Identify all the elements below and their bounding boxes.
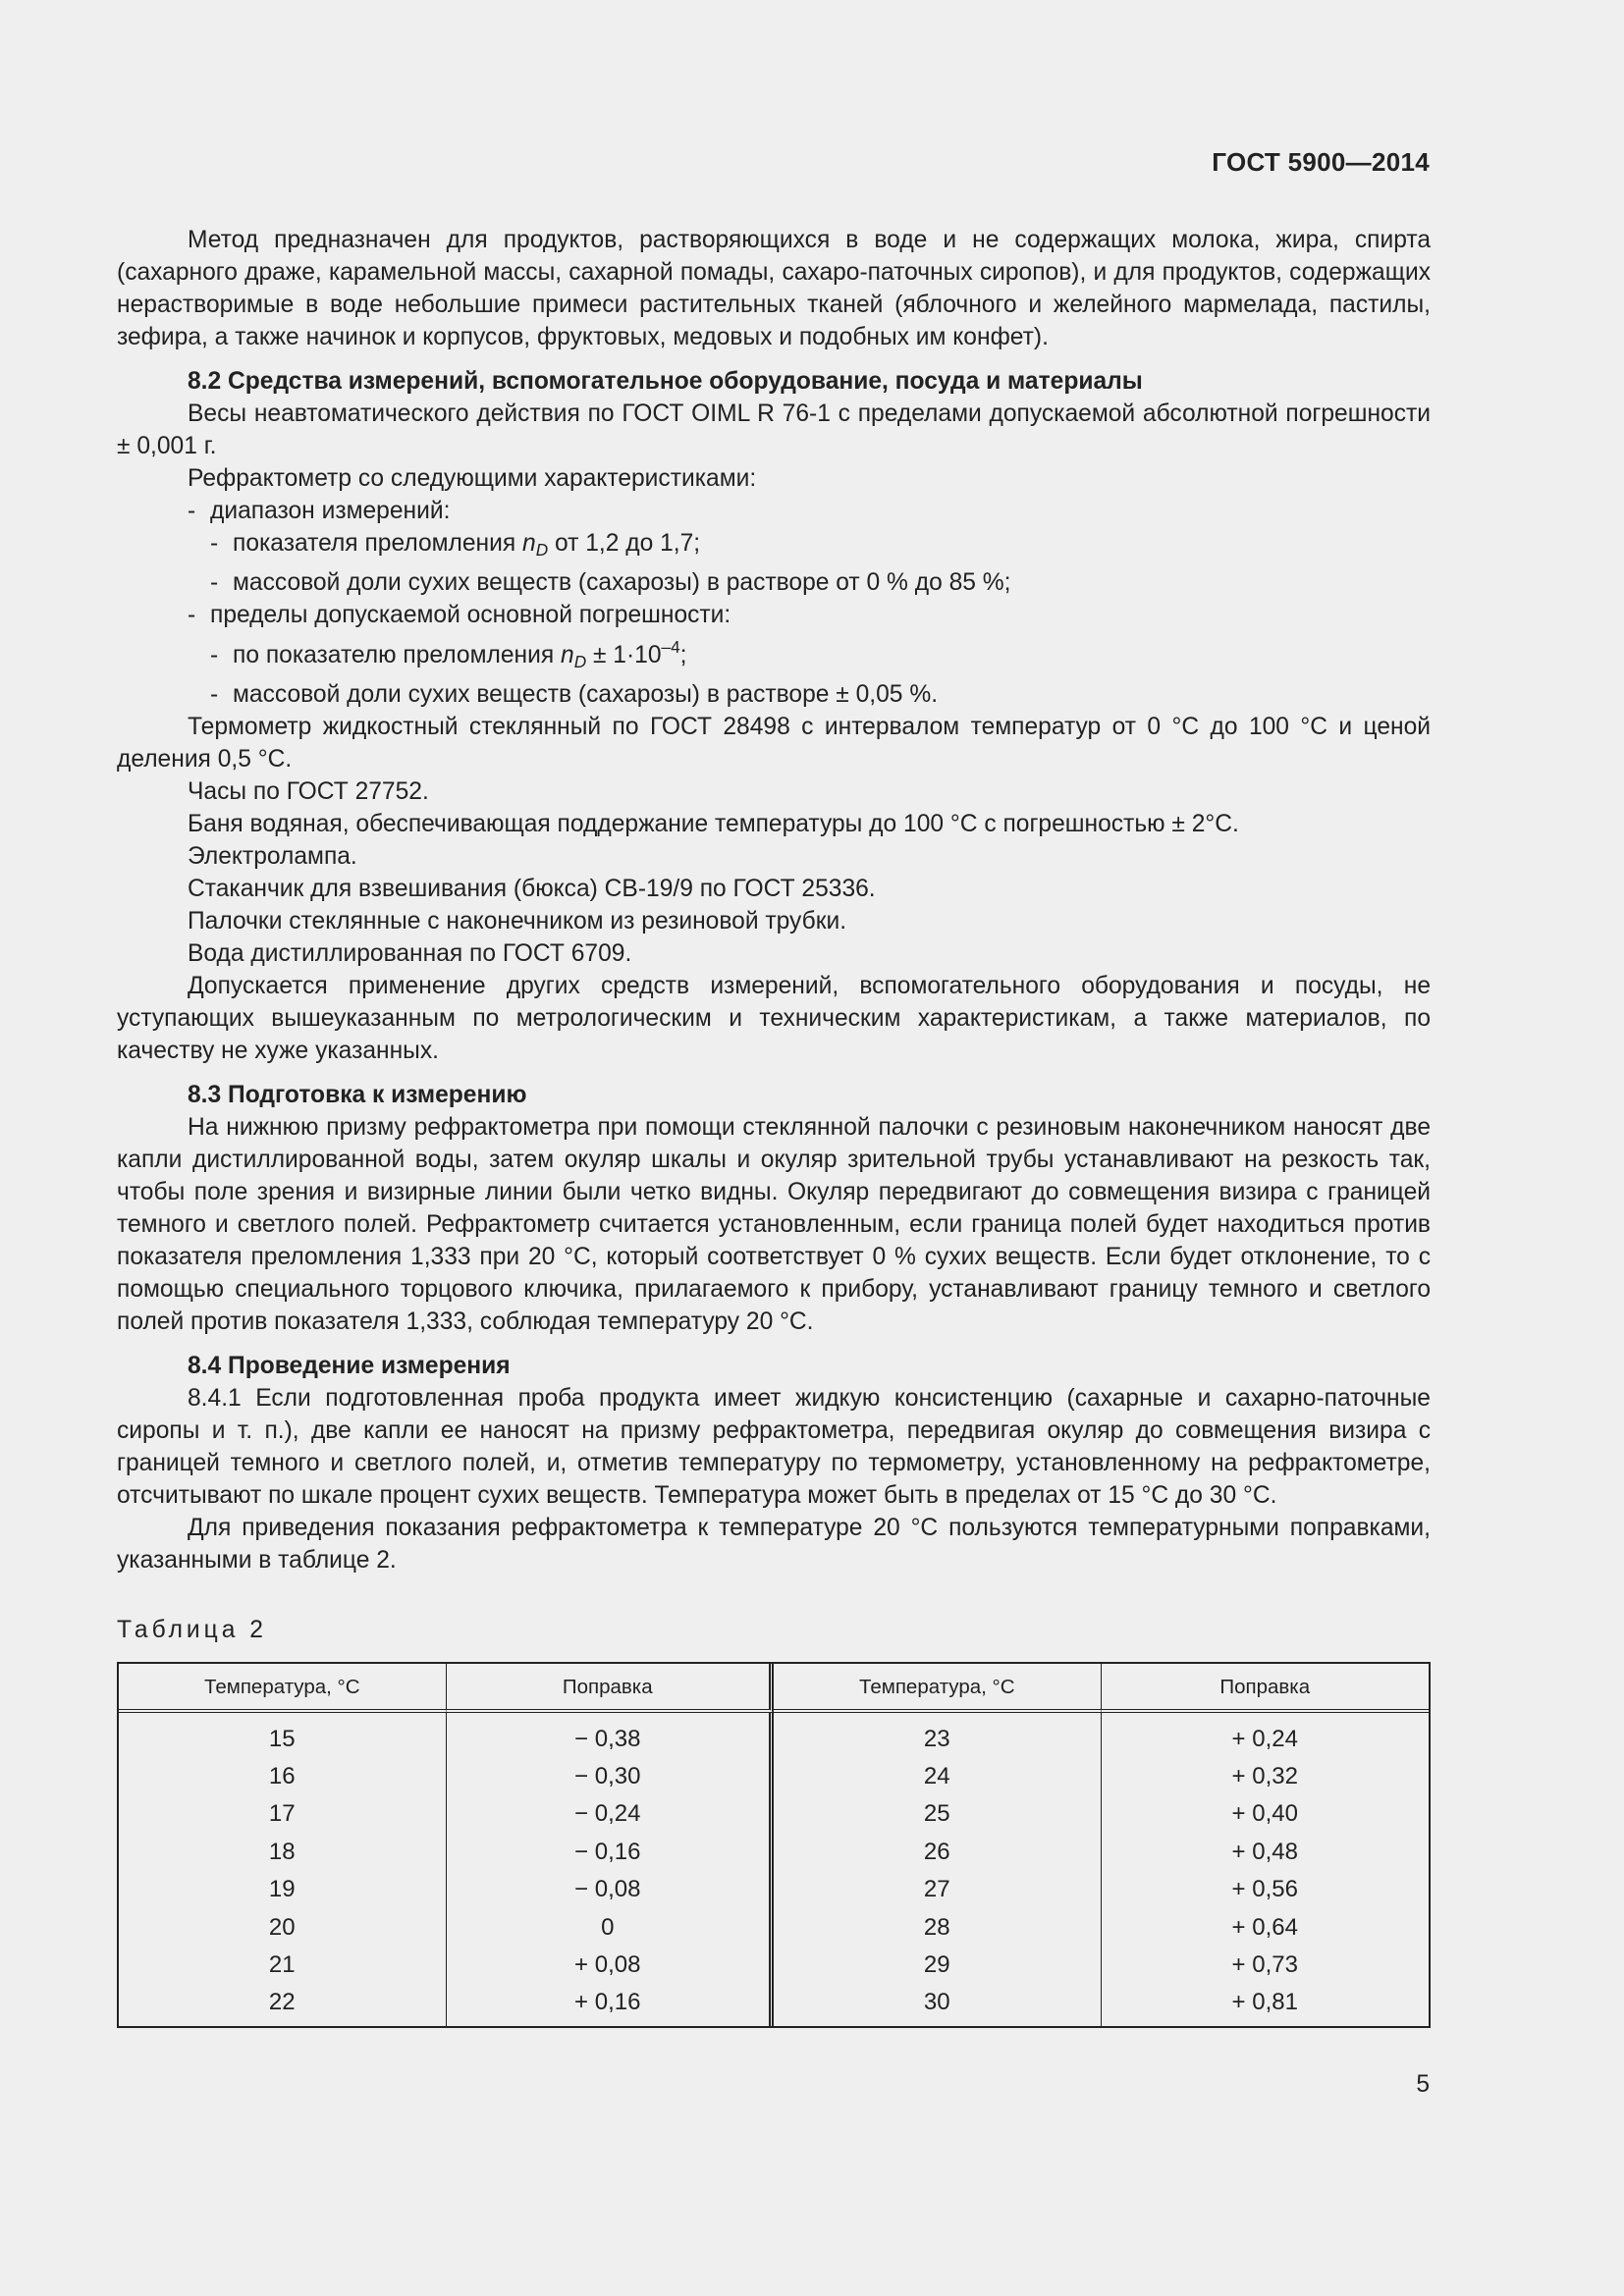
table-cell: + 0,24 xyxy=(1231,1725,1298,1752)
symbol-n: n xyxy=(522,530,536,557)
table-header-cell: Температура, °С xyxy=(774,1664,1102,1713)
table-row xyxy=(119,1713,1429,1757)
table-cell: − 0,16 xyxy=(447,1833,775,1870)
list-dash: - xyxy=(210,681,219,708)
list-dash: - xyxy=(188,602,196,628)
doc-code-header: ГОСТ 5900—2014 xyxy=(1212,147,1430,177)
list-dash: - xyxy=(210,530,219,557)
table-cell: 17 xyxy=(119,1795,447,1833)
table-row xyxy=(119,1833,1429,1870)
bath-paragraph: Баня водяная, обеспечивающая поддержание температуры до 100 °С с погрешностью ± 2°С. xyxy=(188,811,1239,837)
limits-n-value: ± 1·10 xyxy=(586,642,662,668)
list-item-range xyxy=(117,495,1431,527)
table-cell: + 0,81 xyxy=(1231,1989,1298,2016)
table-row xyxy=(119,1984,1429,2026)
list-dash: - xyxy=(210,642,219,668)
thermometer-paragraph: Термометр жидкостный стеклянный по ГОСТ 28498 с интервалом температур от 0 °С до 100 °С и ценой деления 0,5 °С. xyxy=(117,714,1431,773)
table-header-cell: Поправка xyxy=(447,1664,775,1713)
table-cell: 23 xyxy=(774,1713,1102,1757)
intro-paragraph: Метод предназначен для продуктов, растворяющихся в воде и не содержащих молока, жира, спирта (сахарного драже, карамельной массы, сахарной помады, сахаро-паточных сиропов), и для продуктов, содержащих нерастворимые в воде небольшие примеси растительных тканей (яблочного и желейного мармелада, пастилы, зефира, а также начинок и корпусов, фруктовых, медовых и подобных им конфет). xyxy=(117,227,1431,350)
section-heading-8-4: 8.4 Проведение измерения xyxy=(188,1353,511,1379)
list-dash: - xyxy=(188,498,196,524)
table-header-cell: Температура, °С xyxy=(119,1664,447,1713)
table-cell: + 0,40 xyxy=(1231,1800,1298,1828)
table-cell: 19 xyxy=(119,1871,447,1908)
table-cell: 21 xyxy=(119,1946,447,1983)
section-heading-8-2: 8.2 Средства измерений, вспомогательное оборудование, посуда и материалы xyxy=(188,368,1143,395)
range-label: диапазон измерений: xyxy=(210,498,451,524)
table-cell: 16 xyxy=(119,1757,447,1794)
table-cell: 15 xyxy=(119,1713,447,1757)
table-row xyxy=(119,1946,1429,1983)
range-mass-text: массовой доли сухих веществ (сахарозы) в растворе от 0 % до 85 %; xyxy=(233,569,1011,596)
limits-n-exponent: –4 xyxy=(661,637,680,657)
table-cell: 25 xyxy=(774,1795,1102,1833)
table-cell: + 0,08 xyxy=(447,1946,775,1983)
table-cell: − 0,24 xyxy=(447,1795,775,1833)
symbol-d: D xyxy=(535,540,549,560)
measurement-paragraph-1: 8.4.1 Если подготовленная проба продукта имеет жидкую консистенцию (сахарные и сахарно-паточные сиропы и т. п.), две капли ее наносят на призму рефрактометра, передвигая окуляр до совмещения визира с границей темного и светлого полей, и, отметив температуру по термометру, установленному на рефрактометре, отсчитывают по шкале процент сухих веществ. Температура может быть в пределах от 15 °С до 30 °С. xyxy=(117,1385,1431,1509)
limits-n-text: по показателю преломления xyxy=(233,642,561,668)
table-header-row xyxy=(119,1664,1429,1713)
table-cell: 18 xyxy=(119,1833,447,1870)
page-content xyxy=(117,224,1431,2028)
table-cell: 28 xyxy=(774,1908,1102,1946)
table-cell: − 0,08 xyxy=(447,1871,775,1908)
table-cell: + 0,73 xyxy=(1231,1951,1298,1979)
table-cell: + 0,64 xyxy=(1231,1913,1298,1941)
list-dash: - xyxy=(210,569,219,596)
table-cell: 26 xyxy=(774,1833,1102,1870)
allowed-paragraph: Допускается применение других средств измерений, вспомогательного оборудования и посуды, не уступающих вышеуказанным по метрологическим и техническим характеристикам, а также материалов, по качеству не хуже указанных. xyxy=(117,973,1431,1064)
list-item-range-mass xyxy=(117,566,1431,599)
table-cell: + 0,56 xyxy=(1231,1876,1298,1903)
scales-paragraph: Весы неавтоматического действия по ГОСТ OIML R 76-1 с пределами допускаемой абсолютной погрешности ± 0,001 г. xyxy=(117,400,1431,459)
table-cell: + 0,32 xyxy=(1231,1763,1298,1790)
page-number: 5 xyxy=(1416,2071,1430,2098)
cup-paragraph: Стаканчик для взвешивания (бюкса) СВ-19/9 по ГОСТ 25336. xyxy=(188,876,876,902)
table-cell: 20 xyxy=(119,1908,447,1946)
preparation-paragraph: На нижнюю призму рефрактометра при помощи стеклянной палочки с резиновым наконечником наносят две капли дистиллированной воды, затем окуляр шкалы и окуляр зрительной трубы устанавливают на резкость так, чтобы поле зрения и визирные линии были четко видны. Окуляр передвигают до совмещения визира с границей темного и светлого полей. Рефрактометр считается установленным, если граница полей будет находиться против показателя преломления 1,333 при 20 °С, который соответствует 0 % сухих веществ. Если будет отклонение, то с помощью специального торцового ключика, прилагаемого к прибору, устанавливают границу темного и светлого полей против показателя 1,333, соблюдая температуру 20 °С. xyxy=(117,1114,1431,1335)
table-cell: − 0,30 xyxy=(447,1757,775,1794)
range-n-values: от 1,2 до 1,7; xyxy=(548,530,701,557)
table-cell: 24 xyxy=(774,1757,1102,1794)
limits-mass-text: массовой доли сухих веществ (сахарозы) в растворе ± 0,05 %. xyxy=(233,681,939,708)
lamp-paragraph: Электролампа. xyxy=(188,843,357,870)
table-row xyxy=(119,1908,1429,1946)
table-cell: 29 xyxy=(774,1946,1102,1983)
list-item-limits-mass xyxy=(117,678,1431,711)
correction-table xyxy=(117,1662,1431,2028)
limits-label: пределы допускаемой основной погрешности: xyxy=(210,602,731,628)
clock-paragraph: Часы по ГОСТ 27752. xyxy=(188,778,429,805)
limits-n-end: ; xyxy=(679,642,687,668)
range-n-text: показателя преломления xyxy=(233,530,523,557)
rods-paragraph: Палочки стеклянные с наконечником из резиновой трубки. xyxy=(188,908,847,934)
list-item-limits xyxy=(117,599,1431,631)
table-header-cell: Поправка xyxy=(1102,1664,1430,1713)
table-cell: 27 xyxy=(774,1871,1102,1908)
table-cell: 0 xyxy=(447,1908,775,1946)
symbol-n: n xyxy=(561,642,574,668)
table-cell: 22 xyxy=(119,1984,447,2026)
table-row xyxy=(119,1795,1429,1833)
list-item-range-n xyxy=(117,527,1431,566)
water-paragraph: Вода дистиллированная по ГОСТ 6709. xyxy=(188,940,632,967)
measurement-paragraph-2: Для приведения показания рефрактометра к температуре 20 °С пользуются температурными поправками, указанными в таблице 2. xyxy=(117,1515,1431,1574)
table-title: Таблица 2 xyxy=(117,1617,267,1643)
table-row xyxy=(119,1757,1429,1794)
table-cell: + 0,16 xyxy=(447,1984,775,2026)
refractometer-paragraph: Рефрактометр со следующими характеристиками: xyxy=(188,465,757,492)
table-cell: − 0,38 xyxy=(447,1713,775,1757)
table-cell: + 0,48 xyxy=(1231,1838,1298,1865)
table-row xyxy=(119,1871,1429,1908)
table-cell: 30 xyxy=(774,1984,1102,2026)
list-item-limits-n xyxy=(117,631,1431,678)
symbol-d: D xyxy=(573,652,587,671)
section-heading-8-3: 8.3 Подготовка к измерению xyxy=(188,1082,527,1108)
